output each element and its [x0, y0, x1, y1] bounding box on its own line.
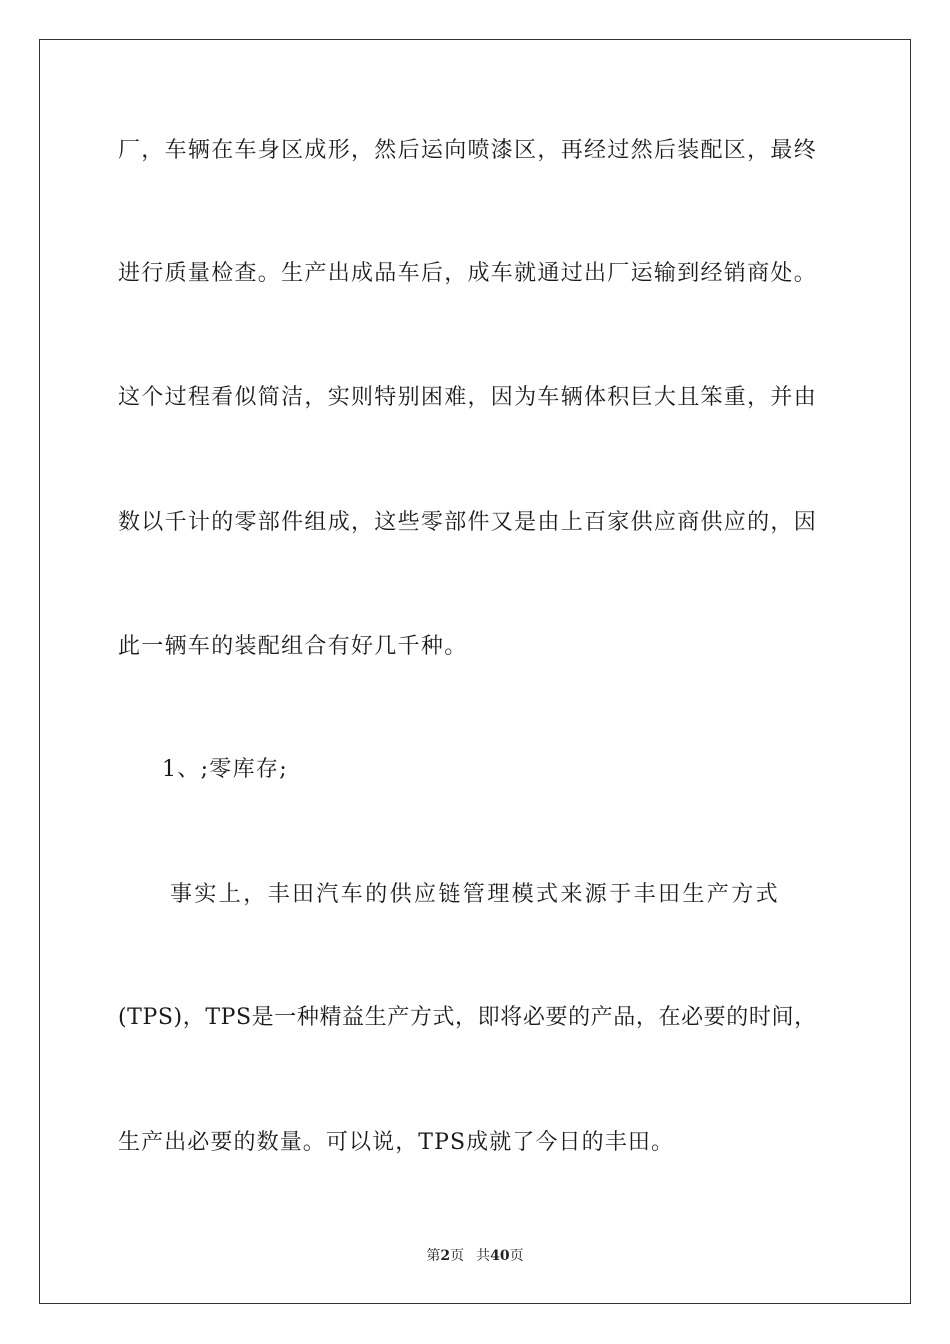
paragraph-line-1: 厂，车辆在车身区成形，然后运向喷漆区，再经过然后装配区，最终	[118, 138, 818, 163]
paragraph-line-4: 数以千计的零部件组成，这些零部件又是由上百家供应商供应的，因	[118, 510, 818, 535]
paragraph-line-2: 进行质量检查。生产出成品车后，成车就通过出厂运输到经销商处。	[118, 261, 818, 286]
paragraph-line-8: (TPS)，TPS是一种精益生产方式，即将必要的产品，在必要的时间，	[118, 1005, 817, 1030]
paragraph-line-9: 生产出必要的数量。可以说，TPS成就了今日的丰田。	[118, 1130, 675, 1155]
total-pages-label: 共40页	[476, 1248, 524, 1264]
paragraph-line-7: 事实上，丰田汽车的供应链管理模式来源于丰田生产方式	[170, 882, 781, 907]
page-footer	[0, 1247, 950, 1265]
page-number-label: 第2页	[426, 1248, 465, 1264]
paragraph-line-3: 这个过程看似简洁，实则特别困难，因为车辆体积巨大且笨重，并由	[118, 385, 818, 410]
section-heading-zero-inventory: 1、;零库存;	[162, 757, 288, 782]
page-border	[39, 39, 911, 1304]
paragraph-line-5: 此一辆车的装配组合有好几千种。	[118, 634, 468, 659]
